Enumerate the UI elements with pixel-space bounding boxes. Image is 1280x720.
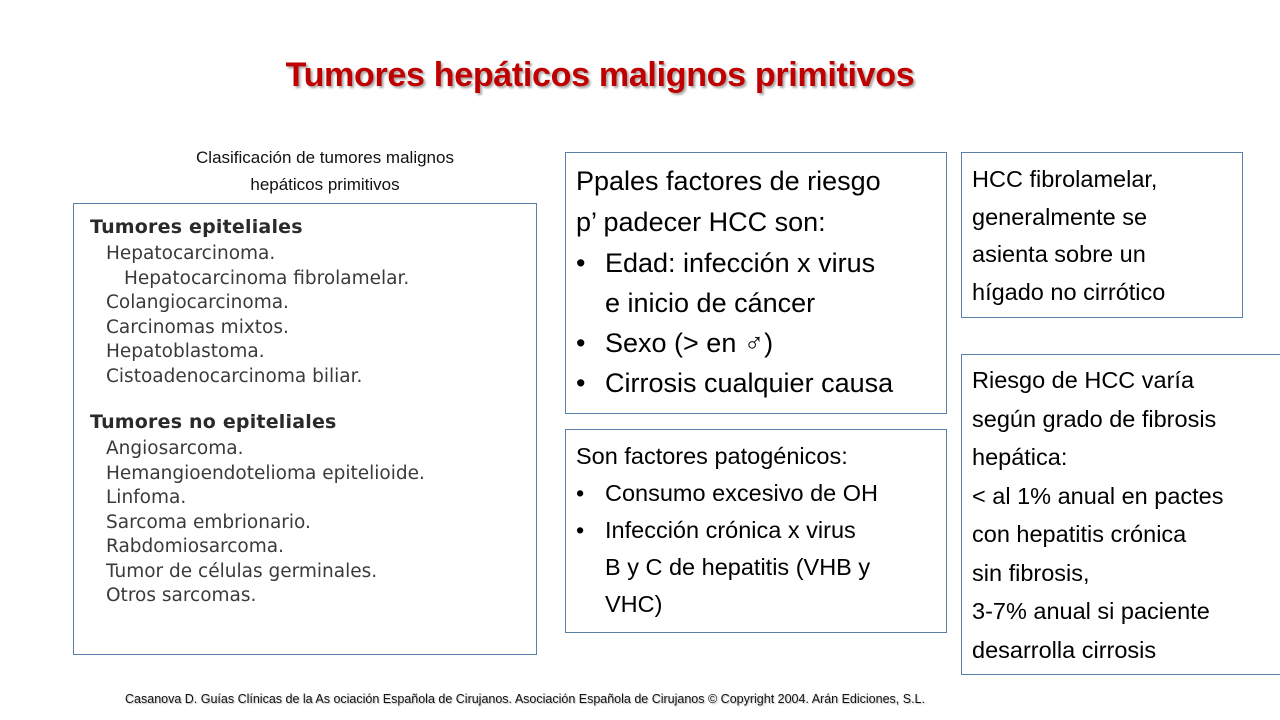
classification-table [73,203,537,655]
tumor-type-item: Hemangioendotelioma epitelioide. [106,462,425,484]
classification-caption [150,144,500,198]
non-epithelial-heading: Tumores no epiteliales [90,411,337,433]
bullet-line: VHC) [605,591,663,617]
risk-bullet-list [576,243,938,403]
text-line: hepática: [972,444,1068,470]
tumor-type-item: Tumor de células germinales. [106,560,378,582]
fibrolamellar-box [961,152,1243,318]
text-line: asienta sobre un [972,241,1146,267]
text-line: según grado de fibrosis [972,405,1217,432]
tumor-type-item: Carcinomas mixtos. [106,316,289,338]
tumor-type-item: Hepatocarcinoma. [106,243,276,264]
epithelial-heading: Tumores epiteliales [90,216,303,238]
text-line: sin fibrosis, [972,559,1090,586]
tumor-type-item: Rabdomiosarcoma. [106,536,284,557]
text-line: HCC fibrolamelar, [972,166,1158,192]
epithelial-list [90,242,536,389]
bullet-line: B y C de hepatitis (VHB y [605,554,871,580]
tumor-type-item: Cistoadenocarcinoma biliar. [106,365,363,387]
bullet-line: e inicio de cáncer [605,288,816,318]
tumor-type-item: Hepatocarcinoma fibrolamelar. [124,267,410,289]
pathogenic-factors-box [565,429,947,633]
text-line: con hepatitis crónica [972,521,1187,547]
bullet-item [576,475,938,512]
bullet-item [576,323,938,363]
text-line: hígado no cirrótico [972,278,1166,305]
tumor-type-item: Otros sarcomas. [106,585,257,606]
caption-line: hepáticos primitivos [250,175,400,194]
bullet-line: • Consumo excesivo de OH [605,480,878,506]
bullet-line: • Infección crónica x virus [605,517,856,543]
bullet-item [576,512,938,623]
risk-heading-line: p’ padecer HCC son: [576,207,826,237]
tumor-type-item: Angiosarcoma. [106,438,244,459]
bullet-line: • Cirrosis cualquier causa [605,368,894,398]
page-title: Tumores hepáticos malignos primitivos [285,56,915,94]
pathogenic-heading: Son factores patogénicos: [576,443,848,469]
text-line: < al 1% anual en pactes [972,482,1224,509]
text-line: desarrolla cirrosis [972,636,1157,663]
bullet-line: • Edad: infección x virus [605,248,876,278]
citation-footer: Casanova D. Guías Clínicas de la As ociación Española de Cirujanos. Asociación Española de Cirujanos © Copyright 2004. Arán Ediciones, S.L. [125,692,925,706]
fibrosis-risk-box [961,354,1280,675]
text-line: generalmente se [972,203,1148,230]
pathogenic-bullet-list [576,475,938,623]
risk-factors-box [565,152,947,414]
text-line: 3-7% anual si paciente [972,598,1210,624]
bullet-line: • Sexo (> en ♂) [605,328,774,358]
text-line: Riesgo de HCC varía [972,367,1195,393]
caption-line: Clasificación de tumores malignos [196,148,454,167]
non-epithelial-list [90,437,536,609]
bullet-item [576,243,938,323]
tumor-type-item: Hepatoblastoma. [106,341,265,362]
tumor-type-item: Colangiocarcinoma. [106,292,289,313]
tumor-type-item: Sarcoma embrionario. [106,511,311,533]
risk-heading-line: Ppales factores de riesgo [576,166,881,196]
bullet-item [576,363,938,403]
tumor-type-item: Linfoma. [106,487,187,508]
